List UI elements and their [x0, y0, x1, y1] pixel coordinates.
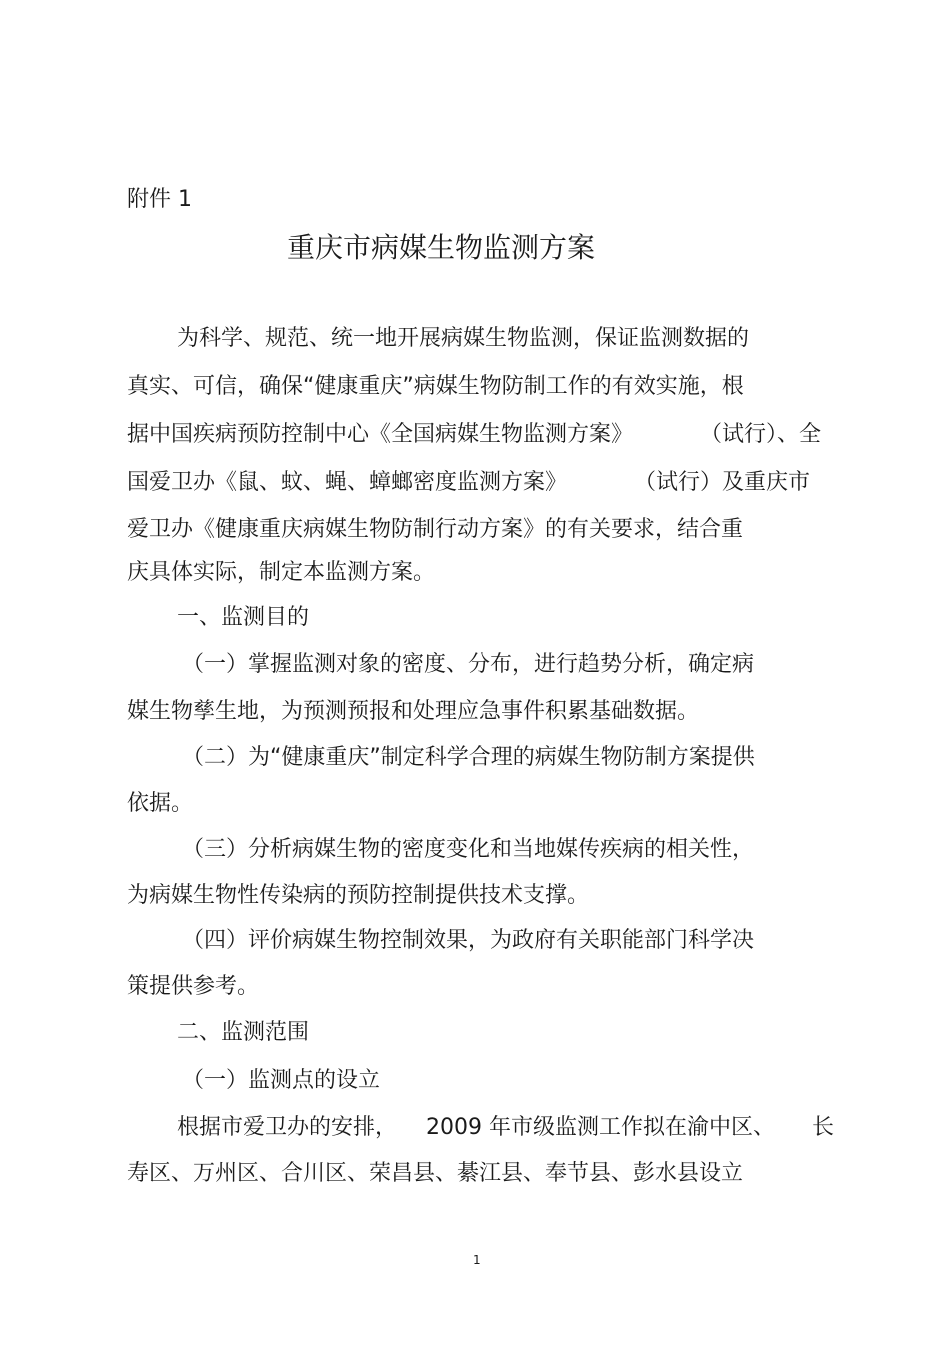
section-2-subheading-1 — [0, 1064, 950, 1098]
section-2-subheading-1-text: （一）监测点的设立 — [182, 1068, 381, 1093]
section-1-item-4-line-1 — [0, 924, 950, 958]
intro-line-3a-text: 据中国疾病预防控制中心《全国病媒生物监测方案》 — [127, 422, 634, 447]
section-2-paragraph-line-1b-text: 2009 年市级监测工作拟在渝中区、 — [426, 1115, 775, 1140]
attachment-label: 附件 1 — [127, 187, 192, 212]
intro-line-4a-text: 国爱卫办《鼠、蚊、蝇、蟑螂密度监测方案》 — [127, 470, 568, 495]
intro-line-5-text: 爱卫办《健康重庆病媒生物防制行动方案》的有关要求，结合重 — [127, 517, 744, 542]
intro-line-2 — [0, 370, 950, 404]
section-1-item-4-line-2 — [0, 970, 950, 1004]
section-2-paragraph-line-1c-text: 长 — [812, 1115, 835, 1140]
document-title-text: 重庆市病媒生物监测方案 — [287, 231, 596, 264]
section-1-item-1-line-1 — [0, 648, 950, 682]
section-2-paragraph-line-1 — [0, 1111, 950, 1145]
section-2-heading — [0, 1016, 950, 1050]
section-2-heading-text: 二、监测范围 — [177, 1020, 310, 1045]
section-1-item-4-line-2-text: 策提供参考。 — [127, 974, 260, 999]
intro-line-1 — [0, 322, 950, 356]
section-2-paragraph-line-2-text: 寿区、万州区、合川区、荣昌县、綦江县、奉节县、彭水县设立 — [127, 1161, 744, 1186]
document-title — [0, 226, 950, 270]
section-1-item-3-line-2 — [0, 879, 950, 913]
intro-line-3 — [0, 418, 950, 452]
section-1-item-4-line-1-text: （四）评价病媒生物控制效果，为政府有关职能部门科学决 — [182, 928, 755, 953]
section-1-item-3-line-1-text: （三）分析病媒生物的密度变化和当地媒传疾病的相关性， — [182, 837, 755, 862]
intro-line-5 — [0, 513, 950, 547]
intro-line-6 — [0, 556, 950, 590]
attachment-label-line — [0, 183, 950, 217]
section-2-paragraph-line-1a-text: 根据市爱卫办的安排， — [177, 1115, 398, 1140]
section-1-item-3-line-2-text: 为病媒生物性传染病的预防控制提供技术支撑。 — [127, 883, 590, 908]
section-1-item-2-line-1 — [0, 741, 950, 775]
section-1-item-2-line-2 — [0, 787, 950, 821]
section-1-item-1-line-2 — [0, 695, 950, 729]
section-1-heading — [0, 601, 950, 635]
section-1-item-2-line-1-text: （二）为“健康重庆”制定科学合理的病媒生物防制方案提供 — [182, 745, 755, 770]
intro-line-6-text: 庆具体实际，制定本监测方案。 — [127, 560, 436, 585]
intro-line-4 — [0, 466, 950, 500]
intro-line-4b-text: （试行）及重庆市 — [634, 470, 811, 495]
section-1-heading-text: 一、监测目的 — [177, 605, 310, 630]
section-1-item-2-line-2-text: 依据。 — [127, 791, 194, 816]
section-2-paragraph-line-2 — [0, 1157, 950, 1191]
section-1-item-3-line-1 — [0, 833, 950, 867]
section-1-item-1-line-1-text: （一）掌握监测对象的密度、分布，进行趋势分析，确定病 — [182, 652, 755, 677]
intro-line-3b-text: （试行）、全 — [700, 422, 822, 447]
section-1-item-1-line-2-text: 媒生物孳生地，为预测预报和处理应急事件积累基础数据。 — [127, 699, 700, 724]
intro-line-1-text: 为科学、规范、统一地开展病媒生物监测，保证监测数据的 — [177, 326, 750, 351]
intro-line-2-text: 真实、可信，确保“健康重庆”病媒生物防制工作的有效实施，根 — [127, 374, 744, 399]
page-number: 1 — [473, 1253, 481, 1267]
